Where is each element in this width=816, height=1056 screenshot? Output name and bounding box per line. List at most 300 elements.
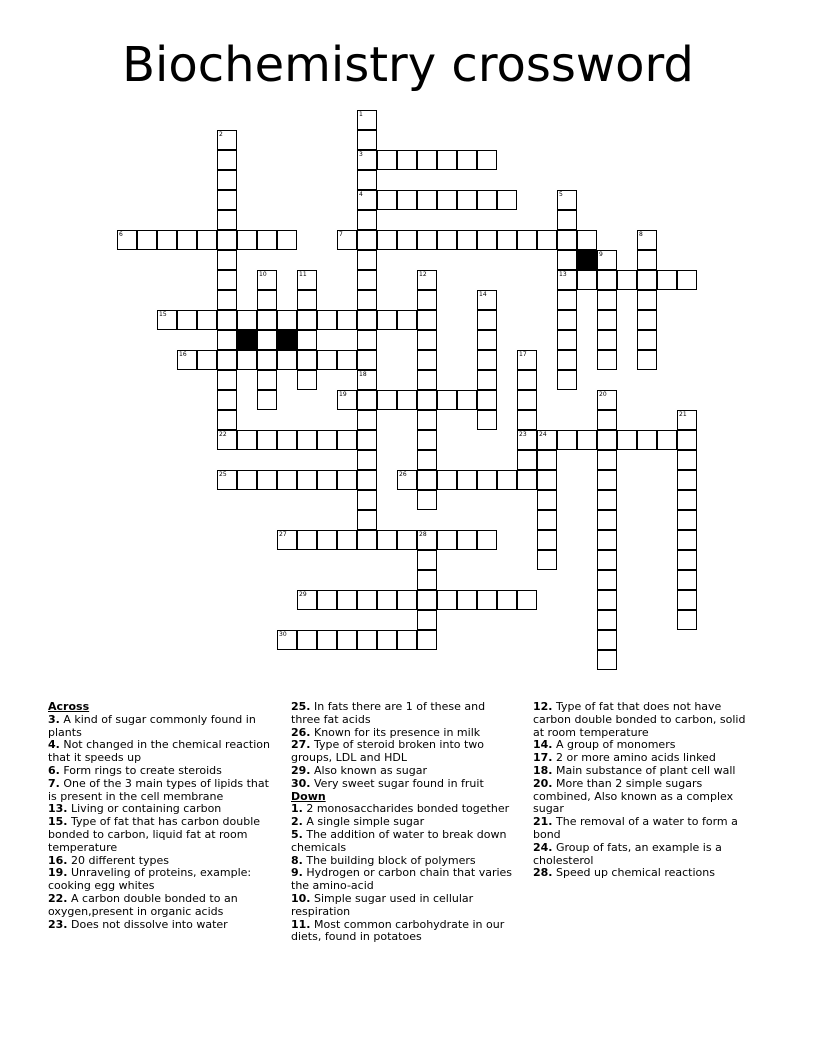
grid-cell[interactable]: [497, 190, 517, 210]
grid-cell[interactable]: [357, 150, 377, 170]
clue-item: [291, 829, 516, 855]
grid-cell[interactable]: [637, 230, 657, 250]
grid-cell[interactable]: [437, 530, 457, 550]
grid-block: [237, 330, 257, 350]
grid-cell[interactable]: [317, 530, 337, 550]
grid-cell[interactable]: [597, 550, 617, 570]
clue-item: [291, 778, 516, 791]
grid-cell[interactable]: [217, 330, 237, 350]
grid-cell[interactable]: [217, 290, 237, 310]
grid-cell[interactable]: [217, 190, 237, 210]
grid-cell[interactable]: [417, 150, 437, 170]
grid-cell[interactable]: [477, 330, 497, 350]
grid-cell[interactable]: [517, 470, 537, 490]
grid-cell[interactable]: [417, 370, 437, 390]
grid-cell[interactable]: [417, 350, 437, 370]
grid-cell[interactable]: [337, 390, 357, 410]
grid-cell[interactable]: [277, 350, 297, 370]
grid-cell[interactable]: [597, 330, 617, 350]
grid-cell[interactable]: [277, 310, 297, 330]
grid-cell[interactable]: [637, 290, 657, 310]
grid-cell[interactable]: [337, 630, 357, 650]
grid-cell[interactable]: [217, 310, 237, 330]
grid-cell[interactable]: [257, 230, 277, 250]
grid-cell[interactable]: [297, 350, 317, 370]
cell-number: 1: [359, 111, 363, 118]
grid-cell[interactable]: [377, 630, 397, 650]
grid-cell[interactable]: [257, 350, 277, 370]
grid-cell[interactable]: [417, 390, 437, 410]
grid-cell[interactable]: [257, 370, 277, 390]
grid-cell[interactable]: [357, 370, 377, 390]
grid-cell[interactable]: [357, 250, 377, 270]
grid-cell[interactable]: [677, 270, 697, 290]
grid-cell[interactable]: [457, 190, 477, 210]
grid-cell[interactable]: [297, 270, 317, 290]
grid-cell[interactable]: [357, 470, 377, 490]
grid-cell[interactable]: [457, 390, 477, 410]
grid-cell[interactable]: [177, 230, 197, 250]
grid-cell[interactable]: [297, 630, 317, 650]
grid-cell[interactable]: [617, 430, 637, 450]
grid-cell[interactable]: [417, 230, 437, 250]
grid-cell[interactable]: [497, 230, 517, 250]
grid-cell[interactable]: [257, 470, 277, 490]
cell-number: 12: [419, 271, 427, 278]
grid-cell[interactable]: [437, 470, 457, 490]
grid-cell[interactable]: [517, 590, 537, 610]
clue-item: [48, 893, 273, 919]
grid-cell[interactable]: [537, 470, 557, 490]
grid-cell[interactable]: [417, 570, 437, 590]
clue-item: [48, 816, 273, 854]
grid-cell[interactable]: [357, 110, 377, 130]
clue-text: Not changed in the chemical reaction that it speeds up: [48, 738, 270, 765]
grid-cell[interactable]: [597, 290, 617, 310]
grid-cell[interactable]: [317, 470, 337, 490]
grid-cell[interactable]: [197, 310, 217, 330]
grid-cell[interactable]: [617, 270, 637, 290]
clue-text: A group of monomers: [556, 738, 676, 752]
grid-cell[interactable]: [297, 370, 317, 390]
clue-text: Most common carbohydrate in our diets, found in potatoes: [291, 917, 505, 944]
grid-cell[interactable]: [357, 270, 377, 290]
grid-cell[interactable]: [257, 330, 277, 350]
grid-cell[interactable]: [637, 310, 657, 330]
grid-cell[interactable]: [637, 430, 657, 450]
grid-cell[interactable]: [377, 150, 397, 170]
grid-cell[interactable]: [577, 430, 597, 450]
grid-cell[interactable]: [397, 190, 417, 210]
clue-text: A kind of sugar commonly found in plants: [48, 712, 256, 739]
grid-cell[interactable]: [457, 150, 477, 170]
clue-text: Simple sugar used in cellular respiration: [291, 891, 474, 918]
grid-cell[interactable]: [357, 350, 377, 370]
grid-cell[interactable]: [277, 630, 297, 650]
grid-cell[interactable]: [657, 270, 677, 290]
clue-number: 9.: [291, 866, 303, 880]
grid-cell[interactable]: [557, 370, 577, 390]
grid-cell[interactable]: [337, 530, 357, 550]
grid-cell[interactable]: [417, 410, 437, 430]
grid-cell[interactable]: [597, 590, 617, 610]
grid-cell[interactable]: [337, 470, 357, 490]
grid-cell[interactable]: [357, 290, 377, 310]
grid-cell[interactable]: [357, 510, 377, 530]
grid-cell[interactable]: [317, 630, 337, 650]
grid-cell[interactable]: [197, 350, 217, 370]
grid-cell[interactable]: [217, 390, 237, 410]
grid-cell[interactable]: [237, 430, 257, 450]
grid-cell[interactable]: [457, 230, 477, 250]
grid-cell[interactable]: [637, 270, 657, 290]
grid-cell[interactable]: [517, 390, 537, 410]
grid-cell[interactable]: [297, 590, 317, 610]
clue-number: 4.: [48, 738, 60, 752]
grid-cell[interactable]: [677, 590, 697, 610]
grid-cell[interactable]: [277, 230, 297, 250]
grid-cell[interactable]: [457, 590, 477, 610]
grid-cell[interactable]: [257, 310, 277, 330]
grid-cell[interactable]: [597, 250, 617, 270]
cell-number: 21: [679, 411, 687, 418]
grid-cell[interactable]: [417, 290, 437, 310]
cell-number: 18: [359, 371, 367, 378]
grid-cell[interactable]: [677, 430, 697, 450]
grid-cell[interactable]: [277, 530, 297, 550]
across-heading: Across: [48, 700, 90, 713]
cell-number: 10: [259, 271, 267, 278]
grid-cell[interactable]: [397, 390, 417, 410]
grid-cell[interactable]: [557, 310, 577, 330]
grid-cell[interactable]: [437, 190, 457, 210]
grid-cell[interactable]: [397, 630, 417, 650]
grid-cell[interactable]: [277, 470, 297, 490]
grid-cell[interactable]: [377, 390, 397, 410]
grid-cell[interactable]: [357, 590, 377, 610]
grid-cell[interactable]: [677, 410, 697, 430]
grid-cell[interactable]: [417, 430, 437, 450]
grid-cell[interactable]: [597, 430, 617, 450]
grid-cell[interactable]: [297, 310, 317, 330]
grid-cell[interactable]: [437, 390, 457, 410]
grid-cell[interactable]: [457, 530, 477, 550]
grid-cell[interactable]: [337, 590, 357, 610]
grid-cell[interactable]: [197, 230, 217, 250]
grid-cell[interactable]: [357, 230, 377, 250]
grid-cell[interactable]: [477, 310, 497, 330]
clue-number: 13.: [48, 802, 68, 816]
grid-cell[interactable]: [477, 190, 497, 210]
grid-cell[interactable]: [457, 470, 477, 490]
grid-cell[interactable]: [357, 310, 377, 330]
grid-cell[interactable]: [577, 230, 597, 250]
clue-text: Does not dissolve into water: [71, 917, 228, 931]
grid-cell[interactable]: [217, 130, 237, 150]
cell-number: 13: [559, 271, 567, 278]
grid-cell[interactable]: [517, 350, 537, 370]
clue-number: 1.: [291, 802, 303, 816]
grid-cell[interactable]: [597, 350, 617, 370]
grid-cell[interactable]: [297, 530, 317, 550]
grid-cell[interactable]: [297, 430, 317, 450]
grid-cell[interactable]: [597, 610, 617, 630]
grid-cell[interactable]: [437, 230, 457, 250]
grid-cell[interactable]: [557, 430, 577, 450]
grid-cell[interactable]: [597, 490, 617, 510]
grid-cell[interactable]: [357, 630, 377, 650]
grid-cell[interactable]: [257, 390, 277, 410]
grid-cell[interactable]: [357, 170, 377, 190]
clue-number: 26.: [291, 725, 311, 739]
grid-cell[interactable]: [317, 350, 337, 370]
grid-cell[interactable]: [217, 430, 237, 450]
clue-item: [48, 867, 273, 893]
grid-cell[interactable]: [357, 390, 377, 410]
grid-cell[interactable]: [377, 190, 397, 210]
grid-cell[interactable]: [357, 190, 377, 210]
grid-cell[interactable]: [337, 230, 357, 250]
grid-cell[interactable]: [257, 430, 277, 450]
grid-cell[interactable]: [477, 470, 497, 490]
grid-cell[interactable]: [257, 270, 277, 290]
grid-cell[interactable]: [577, 270, 597, 290]
grid-cell[interactable]: [377, 590, 397, 610]
grid-cell[interactable]: [217, 470, 237, 490]
grid-cell[interactable]: [537, 550, 557, 570]
grid-cell[interactable]: [677, 450, 697, 470]
grid-cell[interactable]: [517, 410, 537, 430]
grid-cell[interactable]: [597, 570, 617, 590]
grid-cell[interactable]: [557, 250, 577, 270]
grid-cell[interactable]: [517, 230, 537, 250]
grid-cell[interactable]: [217, 370, 237, 390]
grid-cell[interactable]: [557, 270, 577, 290]
grid-cell[interactable]: [297, 330, 317, 350]
grid-cell[interactable]: [677, 570, 697, 590]
clue-text: Form rings to create steroids: [63, 763, 222, 777]
grid-cell[interactable]: [177, 310, 197, 330]
grid-cell[interactable]: [437, 150, 457, 170]
grid-cell[interactable]: [657, 430, 677, 450]
grid-cell[interactable]: [317, 310, 337, 330]
clue-number: 20.: [533, 776, 553, 790]
grid-cell[interactable]: [357, 410, 377, 430]
grid-cell[interactable]: [637, 250, 657, 270]
clue-number: 21.: [533, 815, 553, 829]
clue-text: A single simple sugar: [306, 815, 425, 829]
grid-cell[interactable]: [357, 210, 377, 230]
grid-cell[interactable]: [597, 530, 617, 550]
clue-item: [48, 919, 273, 932]
cell-number: 16: [179, 351, 187, 358]
grid-cell[interactable]: [277, 430, 297, 450]
grid-cell[interactable]: [317, 590, 337, 610]
grid-cell[interactable]: [597, 410, 617, 430]
cell-number: 14: [479, 291, 487, 298]
grid-cell[interactable]: [557, 290, 577, 310]
grid-cell[interactable]: [477, 410, 497, 430]
grid-cell[interactable]: [477, 350, 497, 370]
grid-cell[interactable]: [397, 590, 417, 610]
clue-text: 20 different types: [71, 853, 170, 867]
grid-cell[interactable]: [397, 230, 417, 250]
grid-cell[interactable]: [417, 610, 437, 630]
grid-cell[interactable]: [397, 310, 417, 330]
grid-cell[interactable]: [237, 350, 257, 370]
grid-cell[interactable]: [677, 470, 697, 490]
grid-cell[interactable]: [497, 590, 517, 610]
cell-number: 11: [299, 271, 307, 278]
grid-cell[interactable]: [677, 550, 697, 570]
down-heading: Down: [291, 789, 326, 803]
grid-cell[interactable]: [317, 430, 337, 450]
grid-cell[interactable]: [357, 330, 377, 350]
grid-cell[interactable]: [557, 350, 577, 370]
clue-number: 12.: [533, 700, 553, 713]
grid-cell[interactable]: [597, 270, 617, 290]
grid-cell[interactable]: [237, 310, 257, 330]
grid-cell[interactable]: [677, 530, 697, 550]
grid-cell[interactable]: [637, 330, 657, 350]
grid-cell[interactable]: [357, 430, 377, 450]
grid-cell[interactable]: [397, 150, 417, 170]
grid-cell[interactable]: [477, 370, 497, 390]
grid-cell[interactable]: [677, 490, 697, 510]
grid-cell[interactable]: [417, 630, 437, 650]
cell-number: 26: [399, 471, 407, 478]
grid-cell[interactable]: [397, 530, 417, 550]
grid-cell[interactable]: [537, 530, 557, 550]
clue-number: 28.: [533, 866, 553, 880]
clue-number: 7.: [48, 776, 60, 790]
clue-number: 27.: [291, 738, 311, 752]
grid-cell[interactable]: [477, 150, 497, 170]
clue-number: 16.: [48, 853, 68, 867]
grid-cell[interactable]: [597, 450, 617, 470]
grid-cell[interactable]: [557, 210, 577, 230]
grid-cell[interactable]: [417, 550, 437, 570]
grid-cell[interactable]: [477, 290, 497, 310]
grid-cell[interactable]: [357, 490, 377, 510]
grid-cell[interactable]: [637, 350, 657, 370]
clue-text: 2 monosaccharides bonded together: [306, 802, 510, 816]
grid-cell[interactable]: [597, 630, 617, 650]
grid-block: [277, 330, 297, 350]
grid-cell[interactable]: [517, 450, 537, 470]
grid-cell[interactable]: [217, 250, 237, 270]
grid-cell[interactable]: [217, 210, 237, 230]
grid-cell[interactable]: [377, 310, 397, 330]
cell-number: 6: [119, 231, 123, 238]
grid-cell[interactable]: [337, 430, 357, 450]
grid-cell[interactable]: [537, 230, 557, 250]
grid-cell[interactable]: [417, 490, 437, 510]
grid-cell[interactable]: [597, 650, 617, 670]
grid-cell[interactable]: [297, 470, 317, 490]
grid-cell[interactable]: [417, 330, 437, 350]
grid-cell[interactable]: [417, 530, 437, 550]
grid-cell[interactable]: [137, 230, 157, 250]
grid-cell[interactable]: [297, 290, 317, 310]
grid-cell[interactable]: [677, 510, 697, 530]
grid-cell[interactable]: [417, 470, 437, 490]
grid-cell[interactable]: [217, 150, 237, 170]
grid-cell[interactable]: [357, 530, 377, 550]
clues-column-3: [533, 701, 758, 880]
grid-cell[interactable]: [557, 190, 577, 210]
grid-cell[interactable]: [597, 310, 617, 330]
grid-cell[interactable]: [157, 310, 177, 330]
grid-cell[interactable]: [517, 430, 537, 450]
grid-cell[interactable]: [537, 510, 557, 530]
grid-cell[interactable]: [417, 310, 437, 330]
grid-cell[interactable]: [357, 450, 377, 470]
grid-cell[interactable]: [157, 230, 177, 250]
grid-cell[interactable]: [417, 590, 437, 610]
grid-cell[interactable]: [217, 350, 237, 370]
grid-cell[interactable]: [337, 310, 357, 330]
grid-cell[interactable]: [517, 370, 537, 390]
grid-cell[interactable]: [537, 490, 557, 510]
grid-cell[interactable]: [417, 450, 437, 470]
clue-number: 30.: [291, 776, 311, 790]
grid-cell[interactable]: [437, 590, 457, 610]
grid-cell[interactable]: [677, 610, 697, 630]
clue-text: Hydrogen or carbon chain that varies the amino-acid: [291, 866, 513, 893]
grid-cell[interactable]: [477, 590, 497, 610]
grid-cell[interactable]: [217, 230, 237, 250]
clue-text: Speed up chemical reactions: [556, 866, 715, 880]
grid-cell[interactable]: [477, 390, 497, 410]
grid-cell[interactable]: [417, 190, 437, 210]
clue-text: Type of steroid broken into two groups, LDL and HDL: [291, 738, 485, 765]
grid-cell[interactable]: [597, 470, 617, 490]
grid-cell[interactable]: [557, 330, 577, 350]
grid-cell[interactable]: [557, 230, 577, 250]
grid-cell[interactable]: [237, 470, 257, 490]
grid-cell[interactable]: [597, 390, 617, 410]
clue-item: [533, 778, 758, 816]
grid-cell[interactable]: [477, 230, 497, 250]
grid-cell[interactable]: [117, 230, 137, 250]
grid-cell[interactable]: [377, 230, 397, 250]
grid-cell[interactable]: [397, 470, 417, 490]
grid-cell[interactable]: [477, 530, 497, 550]
grid-cell[interactable]: [217, 410, 237, 430]
grid-cell[interactable]: [237, 230, 257, 250]
cell-number: 27: [279, 531, 287, 538]
grid-block: [577, 250, 597, 270]
clue-text: Also known as sugar: [314, 763, 427, 777]
grid-cell[interactable]: [537, 430, 557, 450]
grid-cell[interactable]: [357, 130, 377, 150]
cell-number: 2: [219, 131, 223, 138]
grid-cell[interactable]: [417, 270, 437, 290]
grid-cell[interactable]: [597, 510, 617, 530]
cell-number: 19: [339, 391, 347, 398]
clue-number: 25.: [291, 700, 311, 713]
grid-cell[interactable]: [497, 470, 517, 490]
grid-cell[interactable]: [257, 290, 277, 310]
cell-number: 28: [419, 531, 427, 538]
grid-cell[interactable]: [337, 350, 357, 370]
grid-cell[interactable]: [177, 350, 197, 370]
grid-cell[interactable]: [377, 530, 397, 550]
grid-cell[interactable]: [217, 170, 237, 190]
grid-cell[interactable]: [537, 450, 557, 470]
grid-cell[interactable]: [217, 270, 237, 290]
